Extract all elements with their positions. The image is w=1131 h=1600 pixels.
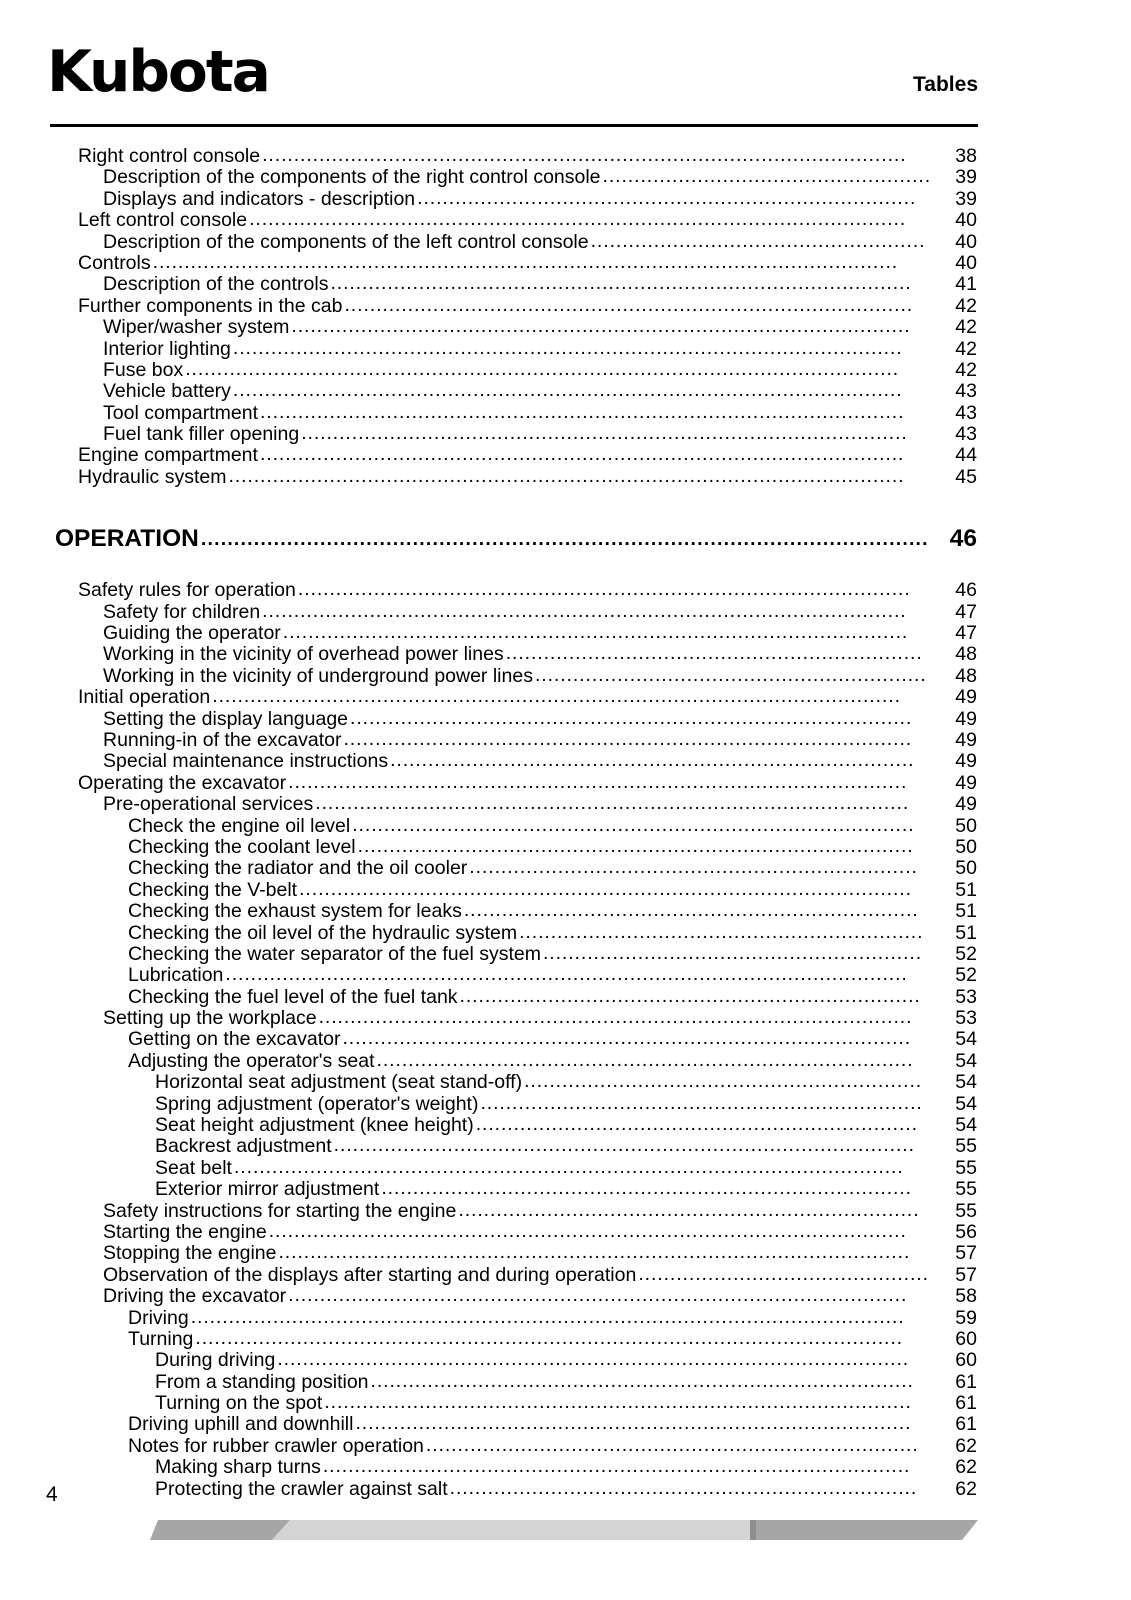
toc-entry[interactable]	[0, 274, 1131, 295]
toc-entry[interactable]	[0, 602, 1131, 623]
toc-entry-label: Setting up the workplace	[103, 1008, 317, 1030]
toc-entry-label: Controls	[78, 252, 151, 274]
toc-entry[interactable]	[0, 816, 1131, 837]
toc-entry-label: Checking the fuel level of the fuel tank	[128, 986, 458, 1008]
toc-entry-label: Vehicle battery	[103, 381, 231, 403]
toc-entry-label: Getting on the excavator	[128, 1029, 341, 1051]
toc-entry-page: 61	[955, 1371, 977, 1393]
toc-entry-label: Turning on the spot	[155, 1393, 323, 1415]
dot-leader-icon: ................................................................	[519, 922, 924, 943]
toc-entry-label: Left control console	[78, 210, 248, 232]
toc-entry[interactable]	[0, 1329, 1131, 1350]
toc-entry-label: Fuse box	[103, 359, 184, 381]
toc-entry-page: 46	[955, 580, 977, 602]
toc-entry-page: 49	[955, 772, 977, 794]
dot-leader-icon: ..........................................................................................................	[233, 1157, 904, 1178]
dot-leader-icon: ..................................................................................................	[291, 317, 911, 338]
toc-entry-page: 44	[955, 445, 977, 467]
toc-entry[interactable]	[0, 987, 1131, 1008]
toc-entry-page: 42	[955, 295, 977, 317]
dot-leader-icon: ...................................................................................	[390, 751, 915, 772]
toc-entry[interactable]	[0, 1029, 1131, 1050]
toc-entry-page: 54	[955, 1072, 977, 1094]
toc-entry-label: Seat height adjustment (knee height)	[155, 1115, 474, 1137]
toc-entry[interactable]	[0, 880, 1131, 901]
dot-leader-icon: ...............................................................................	[417, 188, 917, 209]
dot-leader-icon: ............................................................................................................	[225, 965, 908, 986]
dot-leader-icon: ......................................................................	[475, 1115, 918, 1136]
toc-entry-page: 50	[955, 836, 977, 858]
toc-entry[interactable]	[0, 1094, 1131, 1115]
toc-entry-page: 62	[955, 1478, 977, 1500]
toc-entry-page: 57	[955, 1264, 977, 1286]
toc-entry[interactable]	[0, 1265, 1131, 1286]
toc-chapter-label: OPERATION	[55, 525, 199, 553]
toc-entry-label: Guiding the operator	[103, 623, 281, 645]
toc-entry-label: Driving the excavator	[103, 1286, 287, 1308]
toc-entry-label: Description of the controls	[103, 274, 329, 296]
dot-leader-icon: ...............................................................	[524, 1072, 923, 1093]
dot-leader-icon: ........................................................................	[463, 901, 919, 922]
dot-leader-icon: ..............................................................................	[425, 1435, 919, 1456]
toc-entry[interactable]	[0, 923, 1131, 944]
dot-leader-icon: ........................................................................................	[357, 836, 914, 857]
toc-entry[interactable]	[0, 730, 1131, 751]
toc-entry[interactable]	[0, 253, 1131, 274]
dot-leader-icon: .....................................................	[590, 231, 926, 252]
dot-leader-icon: .............................................................................................................	[212, 687, 901, 708]
toc-entry[interactable]	[0, 1457, 1131, 1478]
dot-leader-icon: .............................................................................................	[322, 1457, 911, 1478]
toc-entry-label: Check the engine oil level	[128, 815, 351, 837]
dot-leader-icon: ................................................................................................	[301, 424, 908, 445]
dot-leader-icon: .........................................................................	[459, 986, 921, 1007]
toc-entry-label: Checking the coolant level	[128, 836, 356, 858]
toc-entry-page: 51	[955, 879, 977, 901]
toc-entry[interactable]	[0, 339, 1131, 360]
toc-entry-page: 49	[955, 751, 977, 773]
toc-entry[interactable]	[0, 837, 1131, 858]
toc-entry-page: 55	[955, 1200, 977, 1222]
footer-bar-graphic	[150, 1516, 978, 1542]
toc-entry[interactable]	[0, 1179, 1131, 1200]
footer-decoration-bar	[150, 1516, 978, 1542]
dot-leader-icon: .....................................................................................................	[268, 1221, 907, 1242]
dot-leader-icon: ..................................................................	[505, 644, 923, 665]
toc-entry[interactable]	[0, 623, 1131, 644]
toc-entry-label: Starting the engine	[103, 1221, 267, 1243]
toc-entry-label: Adjusting the operator's seat	[128, 1050, 375, 1072]
dot-leader-icon: ....................................................	[602, 167, 932, 188]
dot-leader-icon: ......................................................................................................	[262, 601, 907, 622]
toc-entry-page: 40	[955, 231, 977, 253]
toc-entry-label: Special maintenance instructions	[103, 751, 389, 773]
toc-entry-page: 51	[955, 901, 977, 923]
dot-leader-icon: ..............................................	[638, 1264, 929, 1285]
toc-entry-label: Setting the display language	[103, 708, 349, 730]
toc-entry[interactable]	[0, 773, 1131, 794]
toc-entry-label: Checking the oil level of the hydraulic system	[128, 922, 518, 944]
toc-entry[interactable]	[0, 317, 1131, 338]
dot-leader-icon: ......................................................................................................	[259, 445, 905, 466]
dot-leader-icon: ..........................................................................................	[344, 295, 914, 316]
toc-entry[interactable]	[0, 858, 1131, 879]
toc-entry-page: 59	[955, 1307, 977, 1329]
dot-leader-icon: ......................................................................................................	[262, 146, 907, 166]
dot-leader-icon: .........................................................................................	[352, 815, 915, 836]
dot-leader-icon: ............................................................................................	[333, 1136, 915, 1157]
toc-entry-page: 52	[955, 943, 977, 965]
toc-entry-page: 60	[955, 1350, 977, 1372]
toc-entry-page: 49	[955, 687, 977, 709]
toc-entry[interactable]	[0, 1286, 1131, 1307]
toc-gap-before-chapter	[0, 488, 1131, 524]
dot-leader-icon: .................................................................................................................	[185, 359, 900, 380]
toc-entry[interactable]	[0, 944, 1131, 965]
toc-entry[interactable]	[0, 360, 1131, 381]
toc-entry-label: Making sharp turns	[155, 1457, 321, 1479]
dot-leader-icon: .........................................................................	[458, 1200, 920, 1221]
dot-leader-icon: ..............................................................................................	[315, 794, 910, 815]
toc-entry-page: 61	[955, 1414, 977, 1436]
toc-entry[interactable]	[0, 1008, 1131, 1029]
dot-leader-icon: ......................................................................................................	[259, 402, 905, 423]
toc-entry[interactable]	[0, 666, 1131, 687]
toc-entry[interactable]	[0, 1136, 1131, 1157]
toc-entry-label: Checking the radiator and the oil cooler	[128, 858, 468, 880]
toc-entry[interactable]	[0, 580, 1131, 601]
toc-entry[interactable]	[0, 232, 1131, 253]
dot-leader-icon: .................................................................................................	[299, 879, 912, 900]
toc-entry-page: 54	[955, 1093, 977, 1115]
toc-entry[interactable]	[0, 296, 1131, 317]
toc-entry-page: 53	[955, 1008, 977, 1030]
toc-entry-label: Engine compartment	[78, 445, 258, 467]
toc-entry-page: 49	[955, 794, 977, 816]
toc-entry[interactable]	[0, 1308, 1131, 1329]
toc-entry-page: 52	[955, 965, 977, 987]
dot-leader-icon: .........................................................................................	[350, 708, 913, 729]
toc-entry-page: 57	[955, 1243, 977, 1265]
dot-leader-icon: ....................................................................................................	[278, 1243, 911, 1264]
toc-entry[interactable]	[0, 965, 1131, 986]
toc-entry-label: Observation of the displays after starting and during operation	[103, 1264, 637, 1286]
toc-entry-label: Checking the V-belt	[128, 879, 298, 901]
toc-entry-label: Working in the vicinity of overhead power lines	[103, 644, 504, 666]
toc-entry[interactable]	[0, 1158, 1131, 1179]
dot-leader-icon: ..........................................................................................	[342, 1029, 912, 1050]
toc-entry-label: Backrest adjustment	[155, 1136, 332, 1158]
toc-entry-label: Hydraulic system	[78, 466, 227, 488]
toc-entry[interactable]	[0, 146, 1131, 167]
header-title: Tables	[913, 73, 978, 96]
toc-entry-page: 48	[955, 665, 977, 687]
toc-entry-page: 51	[955, 922, 977, 944]
dot-leader-icon: ................................................................................................................	[195, 1328, 903, 1349]
dot-leader-icon: ..........................................................................................................	[232, 381, 903, 402]
toc-entry-label: Operating the excavator	[78, 772, 287, 794]
toc-entry-page: 62	[955, 1435, 977, 1457]
toc-entry-label: During driving	[155, 1350, 276, 1372]
toc-entry-label: Driving uphill and downhill	[128, 1414, 354, 1436]
toc-entry-label: Running-in of the excavator	[103, 729, 342, 751]
toc-entry[interactable]	[0, 1072, 1131, 1093]
toc-entry[interactable]	[0, 687, 1131, 708]
toc-entry-label: Safety instructions for starting the engine	[103, 1200, 457, 1222]
toc-entry-page: 53	[955, 986, 977, 1008]
toc-entry-page: 62	[955, 1457, 977, 1479]
toc-entry[interactable]	[0, 403, 1131, 424]
toc-entry-label: Right control console	[78, 146, 261, 167]
toc-entry-label: Working in the vicinity of underground power lines	[103, 665, 533, 687]
toc-entry-label: Wiper/washer system	[103, 317, 290, 339]
dot-leader-icon: .................................................................................................	[297, 580, 911, 601]
toc-entry-label: Driving	[128, 1307, 189, 1329]
toc-entry-page: 50	[955, 815, 977, 837]
toc-entry[interactable]	[0, 1436, 1131, 1457]
dot-leader-icon: .................................................................................................................	[190, 1307, 905, 1328]
toc-entry-label: Protecting the crawler against salt	[155, 1478, 448, 1500]
dot-leader-icon: ........................................................................................	[355, 1414, 912, 1435]
toc-entry[interactable]	[0, 167, 1131, 188]
toc-entry-page: 58	[955, 1286, 977, 1308]
toc-entry[interactable]	[0, 644, 1131, 665]
dot-leader-icon: ..................................................................................................	[288, 1286, 908, 1307]
toc-entry-label: Fuel tank filler opening	[103, 424, 300, 446]
dot-leader-icon: ..................................................................................................	[288, 772, 908, 793]
toc-entry-label: Exterior mirror adjustment	[155, 1179, 380, 1201]
toc-entry-page: 42	[955, 317, 977, 339]
header-divider	[50, 124, 978, 127]
toc-entry[interactable]	[0, 210, 1131, 231]
toc-entry[interactable]	[0, 709, 1131, 730]
dot-leader-icon: ......................................................................................................................	[152, 252, 899, 273]
toc-entry[interactable]	[0, 381, 1131, 402]
toc-gap-after-chapter	[0, 554, 1131, 580]
toc-entry[interactable]	[0, 1479, 1131, 1500]
toc-entry-page: 60	[955, 1328, 977, 1350]
toc-entry[interactable]	[0, 1222, 1131, 1243]
dot-leader-icon: ......................................................................	[480, 1093, 923, 1114]
toc-entry[interactable]	[0, 1051, 1131, 1072]
toc-section-components	[0, 146, 1131, 488]
toc-entry-page: 56	[955, 1221, 977, 1243]
toc-entry-page: 55	[955, 1136, 977, 1158]
toc-entry-page: 40	[955, 252, 977, 274]
toc-entry-page: 47	[955, 623, 977, 645]
toc-entry-label: Horizontal seat adjustment (seat stand-off)	[155, 1072, 523, 1094]
toc-entry-label: From a standing position	[155, 1371, 369, 1393]
dot-leader-icon: ..........................................................................	[449, 1478, 918, 1499]
toc-entry-label: Safety for children	[103, 601, 261, 623]
toc-entry-page: 43	[955, 381, 977, 403]
dot-leader-icon: ...........................................................................................................	[228, 466, 905, 487]
toc-entry-label: Safety rules for operation	[78, 580, 296, 602]
toc-entry-label: Lubrication	[128, 965, 224, 987]
toc-entry-page: 41	[955, 274, 977, 296]
toc-entry-page: 55	[955, 1179, 977, 1201]
toc-entry-label: Initial operation	[78, 687, 211, 709]
toc-entry-label: Displays and indicators - description	[103, 188, 416, 210]
toc-entry[interactable]	[0, 1350, 1131, 1371]
dot-leader-icon: ....................................................................................................	[277, 1350, 910, 1371]
dot-leader-icon: ..............................................................	[534, 665, 927, 686]
toc-entry-page: 55	[955, 1157, 977, 1179]
toc-entry-page: 49	[955, 708, 977, 730]
toc-chapter-operation[interactable]	[0, 524, 1131, 554]
toc-section-operation	[0, 580, 1131, 1500]
dot-leader-icon: ..........................................................................................................	[232, 338, 903, 359]
toc-entry-page: 43	[955, 402, 977, 424]
toc-entry-page: 48	[955, 644, 977, 666]
page-header	[0, 0, 1131, 128]
toc-entry[interactable]	[0, 445, 1131, 466]
toc-entry-label: Spring adjustment (operator's weight)	[155, 1093, 479, 1115]
toc-entry-page: 45	[955, 466, 977, 488]
toc-entry-label: Checking the exhaust system for leaks	[128, 901, 462, 923]
toc-entry-page: 40	[955, 210, 977, 232]
dot-leader-icon: ..........................................................................................	[343, 729, 913, 750]
kubota-logo: Kubota	[47, 39, 269, 105]
toc-entry-page: 43	[955, 424, 977, 446]
toc-entry-label: Description of the components of the left control console	[103, 231, 589, 253]
toc-entry-page: 47	[955, 601, 977, 623]
dot-leader-icon: .....................................................................................	[376, 1050, 914, 1071]
dot-leader-icon: ............................................................................................	[330, 274, 912, 295]
toc-entry-label: Tool compartment	[103, 402, 258, 424]
toc-entry[interactable]	[0, 1393, 1131, 1414]
page-number: 4	[46, 1483, 58, 1506]
toc-entry[interactable]	[0, 901, 1131, 922]
dot-leader-icon: ........................................................................................................	[249, 210, 907, 231]
toc-entry[interactable]	[0, 1372, 1131, 1393]
toc-entry-page: 50	[955, 858, 977, 880]
toc-entry[interactable]	[0, 467, 1131, 488]
toc-entry-page: 39	[955, 167, 977, 189]
dot-leader-icon: ......................................................................................	[370, 1371, 914, 1392]
toc-chapter-page: 46	[949, 525, 977, 553]
table-of-contents	[0, 146, 1131, 1500]
dot-leader-icon: ....................................................................................	[381, 1179, 913, 1200]
toc-entry-label: Turning	[128, 1328, 194, 1350]
toc-entry-label: Seat belt	[155, 1157, 232, 1179]
toc-entry-page: 42	[955, 338, 977, 360]
toc-entry[interactable]	[0, 1243, 1131, 1264]
toc-entry-label: Notes for rubber crawler operation	[128, 1435, 424, 1457]
toc-entry-page: 54	[955, 1029, 977, 1051]
toc-entry-label: Stopping the engine	[103, 1243, 277, 1265]
dot-leader-icon: ..............................................................................................................	[200, 528, 929, 551]
toc-entry-page: 54	[955, 1050, 977, 1072]
toc-entry-label: Checking the water separator of the fuel system	[128, 943, 541, 965]
toc-entry-page: 38	[955, 146, 977, 167]
toc-entry[interactable]	[0, 1201, 1131, 1222]
toc-entry-label: Pre-operational services	[103, 794, 314, 816]
toc-entry-page: 61	[955, 1393, 977, 1415]
toc-entry-label: Interior lighting	[103, 338, 231, 360]
toc-entry[interactable]	[0, 189, 1131, 210]
toc-entry-page: 42	[955, 359, 977, 381]
toc-entry-page: 39	[955, 188, 977, 210]
dot-leader-icon: ...................................................................................................	[282, 623, 909, 644]
dot-leader-icon: .............................................................................................	[324, 1393, 912, 1414]
toc-entry-label: Description of the components of the right control console	[103, 167, 601, 189]
toc-entry[interactable]	[0, 1414, 1131, 1435]
toc-entry-label: Further components in the cab	[78, 295, 343, 317]
toc-entry[interactable]	[0, 794, 1131, 815]
dot-leader-icon: ..............................................................................................	[318, 1008, 913, 1029]
toc-entry-page: 49	[955, 729, 977, 751]
dot-leader-icon: ............................................................	[542, 943, 923, 964]
toc-entry-page: 54	[955, 1115, 977, 1137]
toc-entry[interactable]	[0, 751, 1131, 772]
dot-leader-icon: .......................................................................	[469, 858, 918, 879]
toc-entry[interactable]	[0, 424, 1131, 445]
toc-entry[interactable]	[0, 1115, 1131, 1136]
